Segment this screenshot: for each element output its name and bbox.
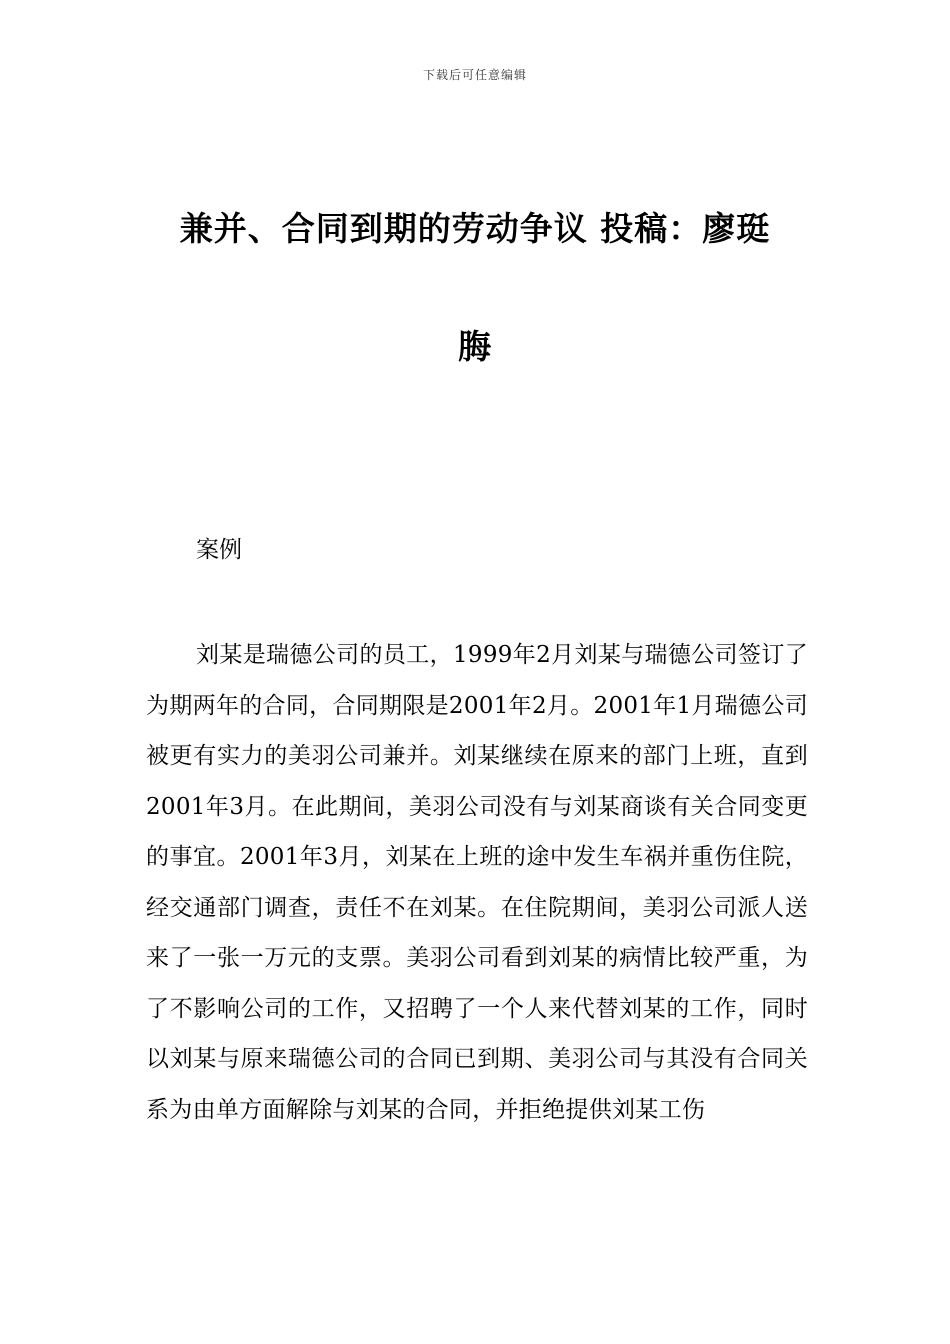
title-line-2: 脢: [458, 327, 492, 366]
document-title: [140, 170, 810, 406]
title-line-1: 兼并、合同到期的劳动争议 投稿：廖珽: [179, 209, 771, 248]
header-note: 下载后可任意编辑: [422, 68, 527, 82]
body-paragraph: 刘某是瑞德公司的员工，1999年2月刘某与瑞德公司签订了为期两年的合同，合同期限是2001年2月。2001年1月瑞德公司被更有实力的美羽公司兼并。刘某继续在原来的部门上班，直到2001年3月。在此期间，美羽公司没有与刘某商谈有关合同变更的事宜。2001年3月，刘某在上班的途中发生车祸并重伤住院，经交通部门调查，责任不在刘某。在住院期间，美羽公司派人送来了一张一万元的支票。美羽公司看到刘某的病情比较严重，为了不影响公司的工作，又招聘了一个人来代替刘某的工作，同时以刘某与原来瑞德公司的合同已到期、美羽公司与其没有合同关系为由单方面解除与刘某的合同，并拒绝提供刘某工伤: [146, 642, 808, 1123]
section-label: 案例: [196, 537, 242, 563]
